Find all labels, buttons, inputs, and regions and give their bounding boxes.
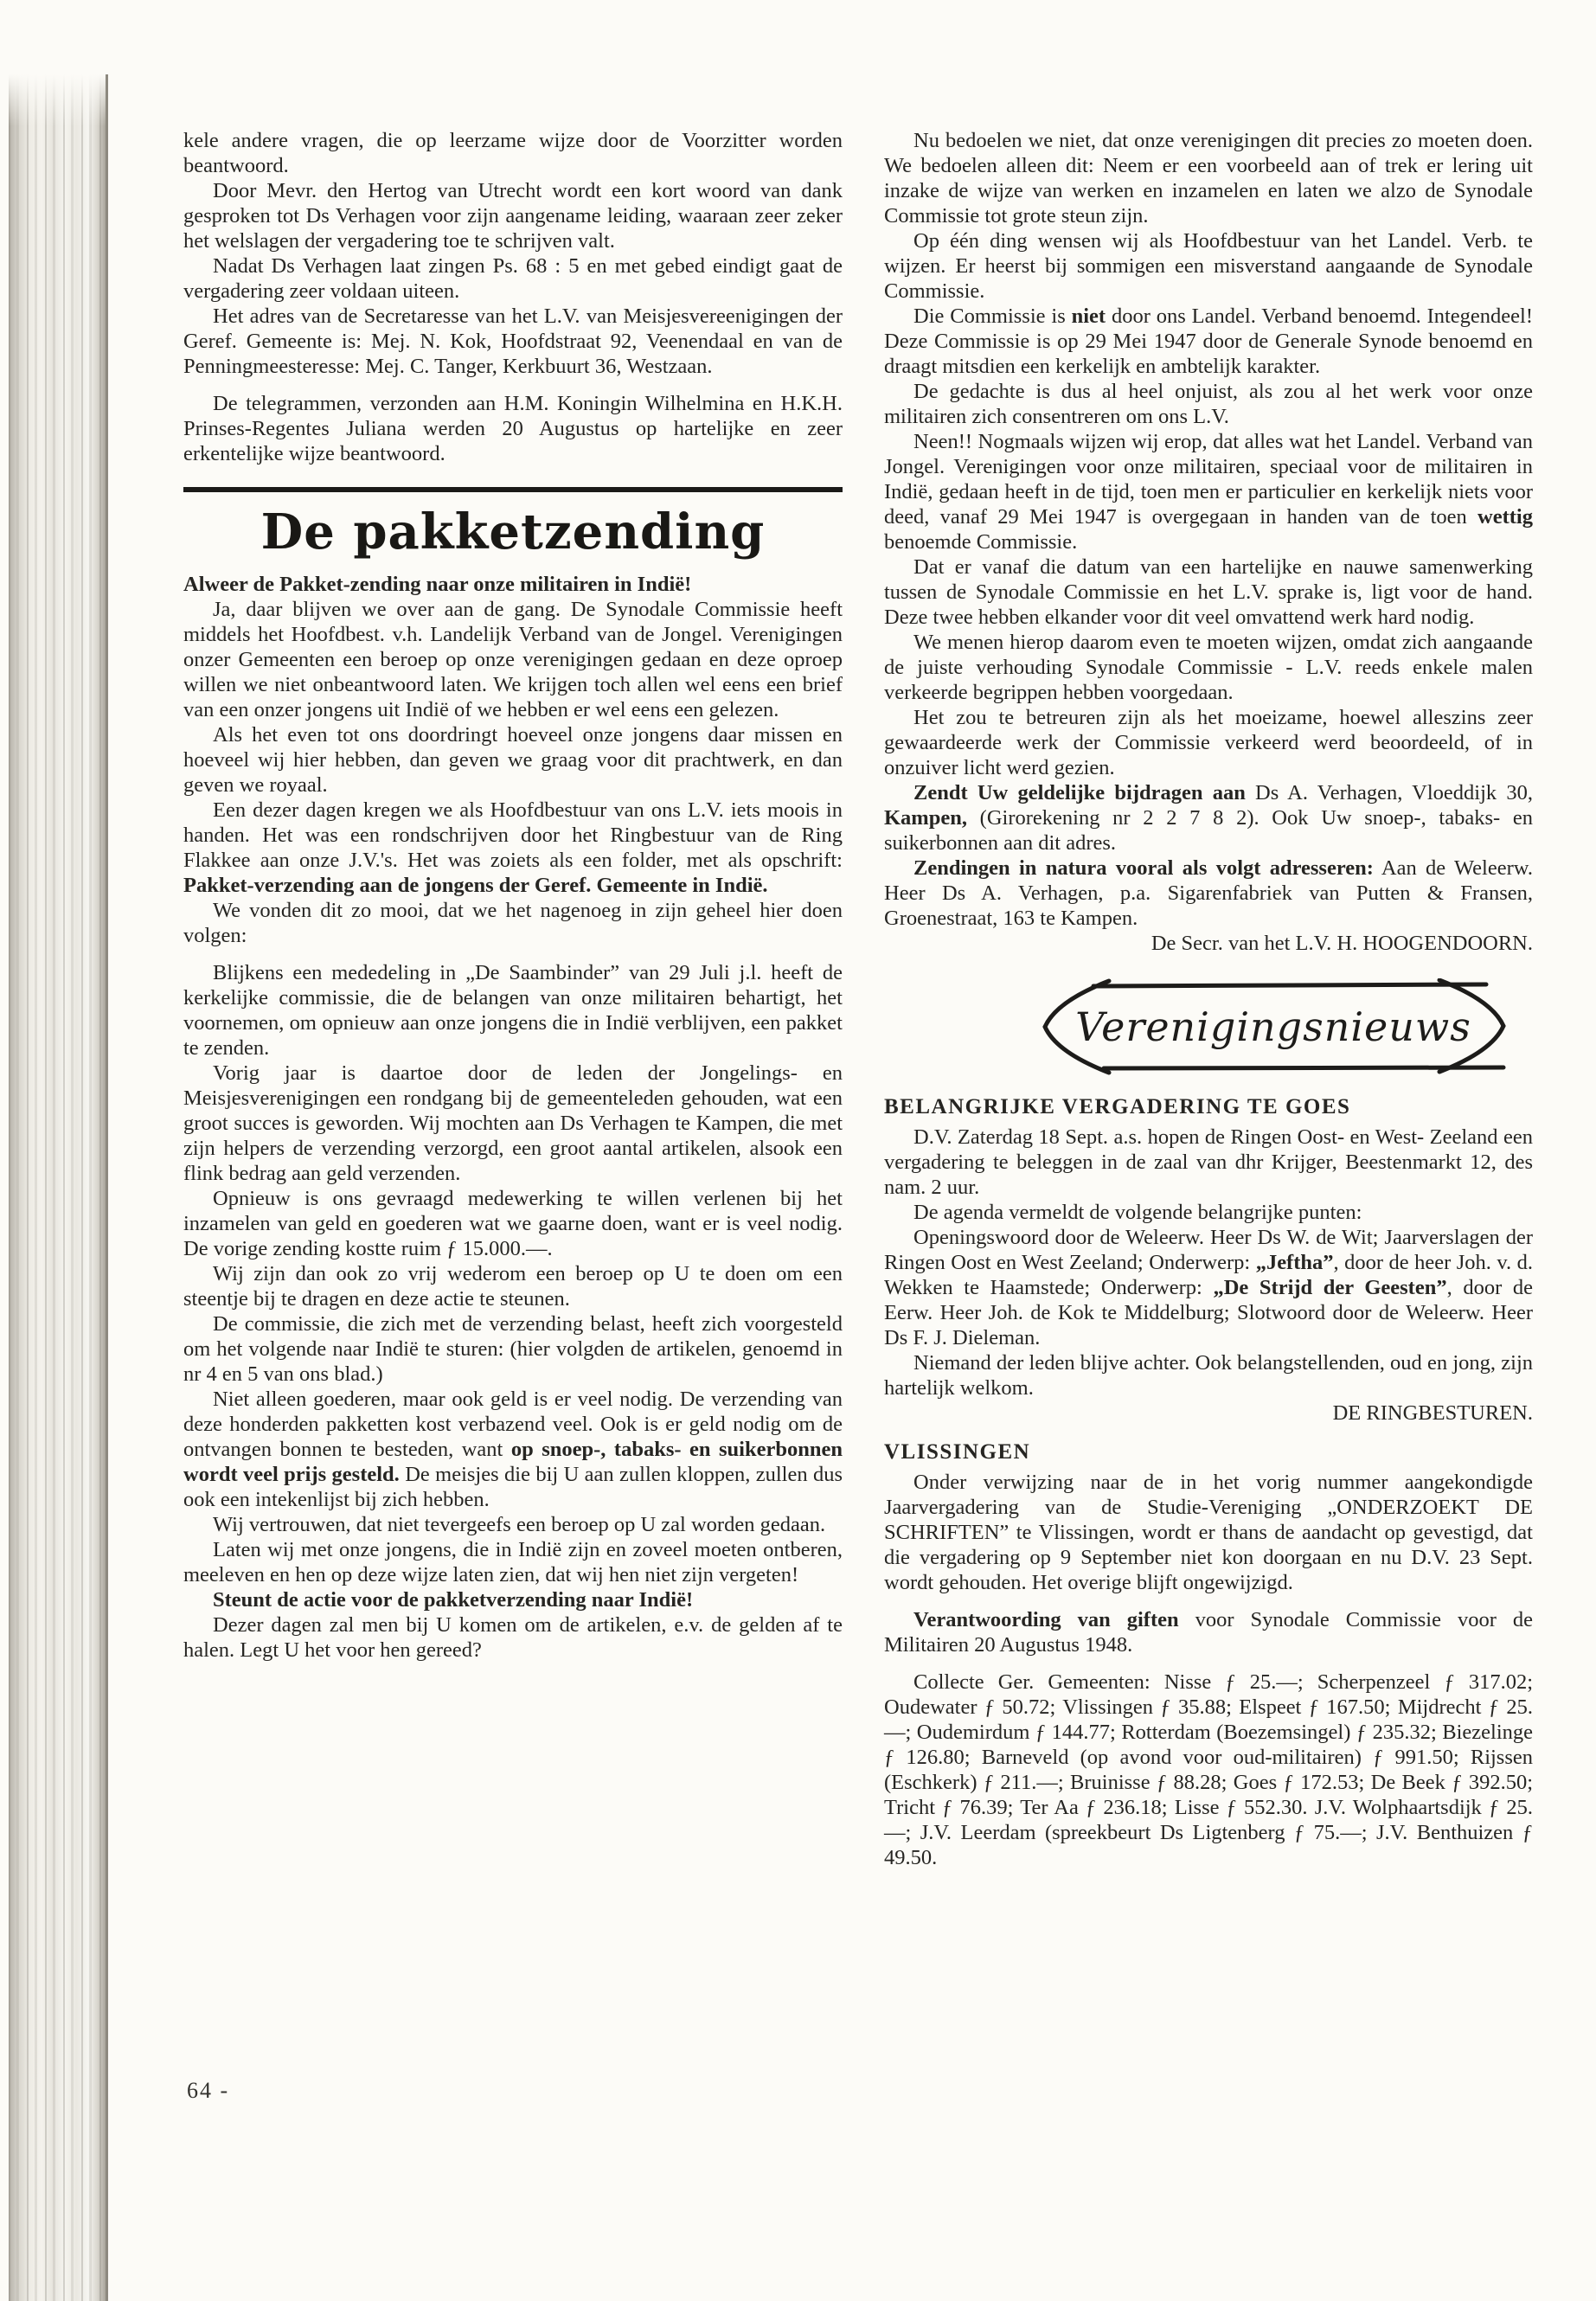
paragraph: kele andere vragen, die op leerzame wijze door de Voorzitter worden beantwoord. [183,129,843,177]
paragraph: De commissie, die zich met de verzending belast, heeft zich voorgesteld om het volgende naar Indië te sturen: (hier volgden de artikelen, genoemd in nr 4 en 5 van ons blad.) [183,1312,843,1386]
article-lead: Alweer de Pakket-zending naar onze militairen in Indië! [183,573,692,596]
paragraph: Niemand der leden blijve achter. Ook belangstellenden, oud en jong, zijn hartelijk welkom. [884,1351,1533,1400]
shipping-address-line: Zendingen in natura vooral als volgt adresseren: Aan de Weleerw. Heer Ds A. Verhagen, p.a. Sigarenfabriek van Putten & Fransen, Groenestraat, 163 te Kampen. [884,856,1533,930]
paragraph: Neen!! Nogmaals wijzen wij erop, dat alles wat het Landel. Verband van Jongel. Verenigingen voor onze militairen, speciaal voor de militairen in Indië, gedaan heeft in de tijd, toen men er particulier en kerkelijk niets voor deed, vanaf 29 Mei 1947 is overgegaan in handen van de toen wettig benoemde Commissie. [884,430,1533,554]
goes-section-heading: BELANGRIJKE VERGADERING TE GOES [884,1095,1351,1118]
paragraph: We vonden dit zo mooi, dat we het nagenoeg in zijn geheel hier doen volgen: [183,899,843,947]
paragraph: De agenda vermeldt de volgende belangrijke punten: [913,1201,1362,1224]
paragraph: Laten wij met onze jongens, die in Indië zijn en zoveel moeten ontberen, meeleven en hen op deze wijze laten zien, dat wij hen niet zijn vergeten! [183,1538,843,1586]
secretary-signature: De Secr. van het L.V. H. HOOGENDOORN. [1151,932,1533,955]
page-number: 64 - [187,2078,230,2103]
paragraph: Ja, daar blijven we over aan de gang. De Synodale Commissie heeft middels het Hoofdbest. v.h. Landelijk Verband van de Jongel. Verenigingen onzer Gemeenten een beroep op onze verenigingen gedaan en deze oproep willen we niet onbeantwoord laten. We krijgen toch allen wel eens een brief van een onzer jongens uit Indië of we hebben er wel eens een gelezen. [183,598,843,721]
paragraph: Blijkens een mededeling in „De Saambinder” van 29 Juli j.l. heeft de kerkelijke commissie, die de belangen van onze militairen behartigt, het voornemen, om opnieuw aan onze jongens die in Indië verblijven, een pakket te zenden. [183,961,843,1060]
collecte-list: Collecte Ger. Gemeenten: Nisse ƒ 25.—; Scherpenzeel ƒ 317.02; Oudewater ƒ 50.72; Vlissingen ƒ 35.88; Elspeet ƒ 167.50; Mijdrecht ƒ 25.—; Oudemirdum ƒ 144.77; Rotterdam (Boezemsingel) ƒ 235.32; Biezelinge ƒ 126.80; Barneveld (op avond voor oud-militairen) ƒ 991.50; Rijssen (Eschkerk) ƒ 211.—; Bruinisse ƒ 88.28; Goes ƒ 172.53; De Beek ƒ 392.50; Tricht ƒ 76.39; Ter Aa ƒ 236.18; Lisse ƒ 552.30. J.V. Wolphaartsdijk ƒ 25.—; J.V. Leerdam (spreekbeurt Ds Ligtenberg ƒ 75.—; J.V. Benthuizen ƒ 49.50. [884,1670,1533,1869]
paragraph: Dat er vanaf die datum van een hartelijke en nauwe samenwerking tussen de Synodale Commissie en het L.V. sprake is, ligt voor de hand. Deze twee hebben elkander voor dit veel omvattend werk hard nodig. [884,555,1533,629]
paragraph: De gedachte is dus al heel onjuist, als zou al het werk voor onze militairen zich consentreren om ons L.V. [884,380,1533,428]
paragraph: Onder verwijzing naar de in het vorig nummer aangekondigde Jaarvergadering van de Studie-Vereniging „ONDERZOEKT DE SCHRIFTEN” te Vlissingen, wordt er thans de aandacht op gevestigd, dat die vergadering op 9 September niet kon doorgaan en nu D.V. 23 Sept. wordt gehouden. Het overige blijft ongewijzigd. [884,1471,1533,1594]
paragraph: Dezer dagen zal men bij U komen om de artikelen, e.v. de gelden af te halen. Legt U het voor hen gereed? [183,1613,843,1662]
paragraph: Opnieuw is ons gevraagd medewerking te willen verlenen bij het inzamelen van geld en goederen wat we gaarne doen, want er is veel nodig. De vorige zending kostte ruim ƒ 15.000.—. [183,1187,843,1260]
verantwoording-intro: Verantwoording van giften voor Synodale Commissie voor de Militairen 20 Augustus 1948. [884,1608,1533,1657]
call-to-action-line: Steunt de actie voor de pakketverzending naar Indië! [213,1588,694,1612]
paragraph: D.V. Zaterdag 18 Sept. a.s. hopen de Ringen Oost- en West- Zeeland een vergadering te beleggen in de zaal van dhr Krijger, Beestenmarkt 12, des nam. 2 uur. [884,1125,1533,1199]
agenda-paragraph: Openingswoord door de Weleerw. Heer Ds W. de Wit; Jaarverslagen der Ringen Oost en West Zeeland; Onderwerp: „Jeftha”, door de heer Joh. v. d. Wekken te Haamstede; Onderwerp: „De Strijd der Geesten”, door de Eerw. Heer Joh. de Kok te Middelburg; Slotwoord door de Weleerw. Heer Ds F. J. Dieleman. [884,1226,1534,1349]
paragraph: Als het even tot ons doordringt hoeveel onze jongens daar missen en hoeveel wij hier hebben, dan geven we graag voor dit prachtwerk, en dan geven we royaal. [183,723,843,797]
paragraph: Het adres van de Secretaresse van het L.V. van Meisjesvereenigingen der Geref. Gemeente is: Mej. N. Kok, Hoofdstraat 92, Veenendaal en van de Penningmeesteresse: Mej. C. Tanger, Kerkbuurt 36, Westzaan. [183,304,843,378]
verenigingsnieuws-banner [1014,978,1533,1075]
paragraph: Die Commissie is niet door ons Landel. Verband benoemd. Integendeel! Deze Commissie is op 29 Mei 1947 door de Generale Synode benoemd en draagt mitsdien een kerkelijk en ambtelijk karakter. [884,304,1534,378]
paragraph: Vorig jaar is daartoe door de leden der Jongelings- en Meisjesverenigingen een rondgang bij de gemeenteleden gehouden, wat een groot succes is geworden. Wij mochten aan Ds Verhagen te Kampen, die met zijn helpers de verzending verzorgd, een groot aantal artikelen, alsook een flink bedrag aan geld verzenden. [183,1061,843,1185]
ringbesturen-signature: DE RINGBESTUREN. [1332,1401,1533,1425]
paragraph: Wij vertrouwen, dat niet tevergeefs een beroep op U zal worden gedaan. [213,1513,826,1536]
article-headline: De pakketzending [260,503,766,561]
banner-title: Verenigingsnieuws [1075,1003,1471,1050]
section-divider-rule [183,487,843,492]
paragraph: Wij zijn dan ook zo vrij wederom een beroep op U te doen om een steentje bij te dragen en deze actie te steunen. [183,1262,843,1311]
vlissingen-section-heading: VLISSINGEN [884,1440,1031,1464]
donation-address-line: Zendt Uw geldelijke bijdragen aan Ds A. Verhagen, Vloeddijk 30, Kampen, (Girorekening nr 2 2 7 8 2). Ook Uw snoep-, tabaks- en suikerbonnen aan dit adres. [884,781,1533,855]
left-column [183,128,843,1663]
paragraph: Nu bedoelen we niet, dat onze verenigingen dit precies zo moeten doen. We bedoelen alleen dit: Neem er een voorbeeld aan of trek er lering uit inzake de wijze van werken en inzamelen en laten we alzo de Synodale Commissie tot grote steun zijn. [884,129,1533,228]
paragraph: We menen hierop daarom even te moeten wijzen, omdat zich aangaande de juiste verhouding Synodale Commissie - L.V. reeds enkele malen verkeerde begrippen hebben voorgedaan. [884,631,1533,704]
paragraph: Het zou te betreuren zijn als het moeizame, hoewel alleszins zeer gewaardeerde werk der Commissie verkeerd werd beoordeeld, of in onzuiver licht werd gezien. [884,706,1533,779]
paragraph: Een dezer dagen kregen we als Hoofdbestuur van ons L.V. iets moois in handen. Het was een rondschrijven door het Ringbestuur van de Ring Flakkee aan onze J.V.'s. Het was zoiets als een folder, met als opschrift: Pakket-verzending aan de jongens der Geref. Gemeente in Indië. [183,798,843,897]
paragraph: De telegrammen, verzonden aan H.M. Koningin Wilhelmina en H.K.H. Prinses-Regentes Juliana werden 20 Augustus op hartelijke en zeer erkentelijke wijze beantwoord. [183,392,843,465]
paragraph: Op één ding wensen wij als Hoofdbestuur van het Landel. Verb. te wijzen. Er heerst bij sommigen een misverstand aangaande de Synodale Commissie. [884,229,1533,303]
paragraph: Door Mevr. den Hertog van Utrecht wordt een kort woord van dank gesproken tot Ds Verhagen voor zijn aangename leiding, waaraan zeer zeker het welslagen der vergadering toe te schrijven valt. [183,179,843,253]
right-column [884,128,1533,1870]
paragraph: Niet alleen goederen, maar ook geld is er veel nodig. De verzending van deze honderden pakketten kost verbazend veel. Ook is er geld nodig om de ontvangen bonnen te besteden, want op snoep-, tabaks- en suikerbonnen wordt veel prijs gesteld. De meisjes die bij U aan zullen kloppen, zullen dus ook een intekenlijst bij zich hebben. [183,1388,843,1511]
paragraph: Nadat Ds Verhagen laat zingen Ps. 68 : 5 en met gebed eindigt gaat de vergadering zeer voldaan uiteen. [183,254,843,303]
book-binding-scan-edge [9,74,108,2301]
